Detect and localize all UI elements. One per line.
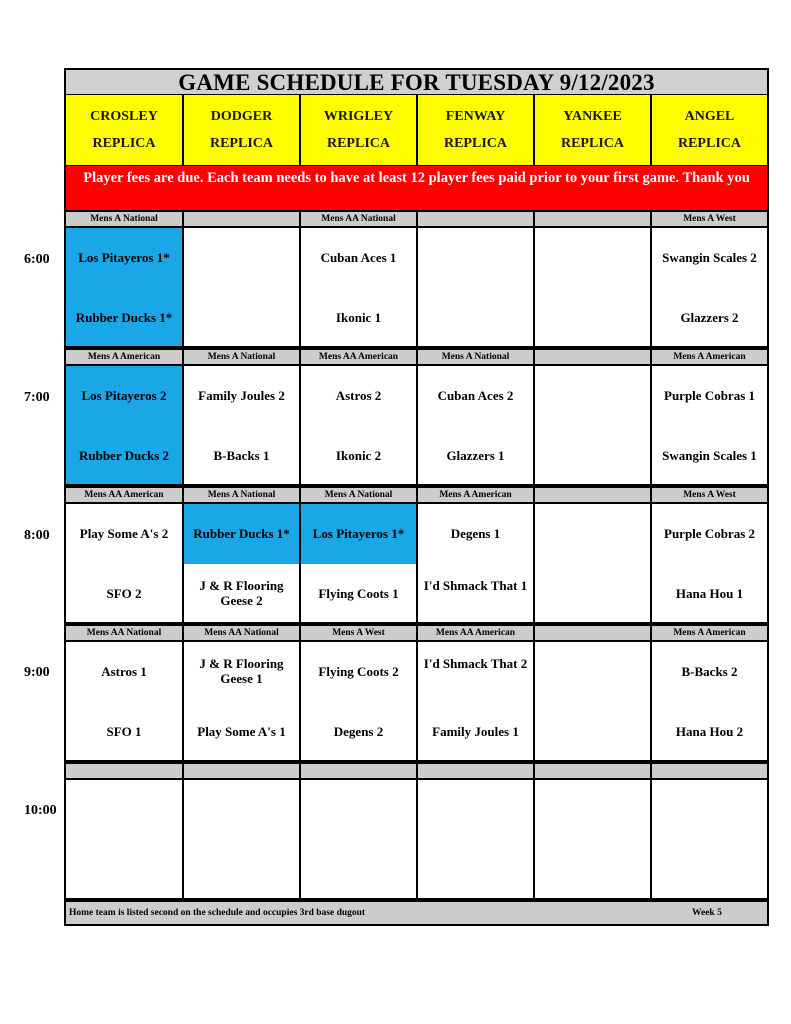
home-team: Ikonic 1 bbox=[335, 310, 382, 325]
away-team: I'd Shmack That 2 bbox=[423, 656, 528, 671]
game-cell bbox=[418, 642, 535, 760]
away-team: Flying Coots 2 bbox=[318, 664, 399, 679]
division-label bbox=[184, 764, 301, 778]
game-cell bbox=[184, 228, 301, 346]
away-team: Cuban Aces 1 bbox=[320, 250, 397, 265]
game-cell bbox=[652, 366, 767, 484]
away-team: Rubber Ducks 1* bbox=[193, 526, 290, 541]
game-cell bbox=[535, 780, 652, 898]
home-team: Degens 2 bbox=[333, 724, 384, 739]
division-label: Mens A National bbox=[301, 488, 418, 502]
away-team: Astros 1 bbox=[101, 664, 147, 679]
division-label: Mens AA American bbox=[66, 488, 184, 502]
game-row-9 bbox=[66, 642, 767, 760]
division-label: Mens AA National bbox=[301, 212, 418, 226]
home-team: Rubber Ducks 1* bbox=[75, 310, 173, 325]
away-team: B-Backs 2 bbox=[681, 664, 738, 679]
home-team: Rubber Ducks 2 bbox=[78, 448, 170, 463]
division-row-10 bbox=[66, 764, 767, 778]
home-team: Ikonic 2 bbox=[335, 448, 382, 463]
game-cell bbox=[652, 504, 767, 622]
game-cell bbox=[184, 504, 301, 622]
game-cell bbox=[418, 366, 535, 484]
division-label bbox=[535, 626, 652, 640]
home-team: SFO 2 bbox=[106, 586, 142, 601]
game-cell bbox=[66, 228, 184, 346]
away-team: Purple Cobras 2 bbox=[664, 526, 755, 541]
game-cell bbox=[301, 504, 418, 622]
game-row-10 bbox=[66, 780, 767, 898]
stadium-fenway: FENWAY REPLICA bbox=[418, 95, 535, 165]
stadium-wrigley: WRIGLEY REPLICA bbox=[301, 95, 418, 165]
game-cell bbox=[301, 780, 418, 898]
division-label: Mens A West bbox=[301, 626, 418, 640]
away-team: Astros 2 bbox=[335, 388, 382, 403]
game-cell bbox=[418, 780, 535, 898]
game-cell bbox=[535, 228, 652, 346]
footer-note: Home team is listed second on the schedule and occupies 3rd base dugout bbox=[69, 908, 366, 918]
game-cell bbox=[301, 366, 418, 484]
away-team: Los Pitayeros 1* bbox=[312, 526, 405, 541]
game-cell bbox=[301, 228, 418, 346]
stadium-dodger: DODGER REPLICA bbox=[184, 95, 301, 165]
game-row-6 bbox=[66, 228, 767, 346]
home-team: B-Backs 1 bbox=[213, 448, 270, 463]
game-cell bbox=[66, 366, 184, 484]
division-label: Mens A West bbox=[652, 212, 767, 226]
division-label: Mens AA American bbox=[301, 350, 418, 364]
division-label bbox=[535, 212, 652, 226]
game-cell bbox=[418, 228, 535, 346]
division-row-9 bbox=[66, 626, 767, 640]
stadium-angel: ANGEL REPLICA bbox=[652, 95, 767, 165]
stadium-header-row bbox=[66, 95, 767, 165]
division-label: Mens A National bbox=[184, 350, 301, 364]
division-label: Mens A American bbox=[652, 350, 767, 364]
fees-notice: Player fees are due. Each team needs to have at least 12 player fees paid prior to your first game. Thank you bbox=[66, 166, 767, 210]
game-cell bbox=[66, 642, 184, 760]
game-cell bbox=[535, 504, 652, 622]
division-label: Mens AA National bbox=[66, 626, 184, 640]
division-label bbox=[418, 212, 535, 226]
away-team: Family Joules 2 bbox=[198, 388, 285, 403]
game-cell bbox=[184, 780, 301, 898]
away-team: J & R Flooring Geese 1 bbox=[199, 656, 284, 686]
time-label-6: 6:00 bbox=[24, 252, 50, 267]
away-team: Purple Cobras 1 bbox=[664, 388, 755, 403]
division-label bbox=[535, 764, 652, 778]
division-label: Mens A American bbox=[418, 488, 535, 502]
time-label-8: 8:00 bbox=[24, 528, 50, 543]
division-label: Mens A National bbox=[184, 488, 301, 502]
home-team: Flying Coots 1 bbox=[318, 586, 399, 601]
home-team: Play Some A's 1 bbox=[197, 724, 286, 739]
division-label: Mens A National bbox=[418, 350, 535, 364]
division-label bbox=[301, 764, 418, 778]
game-cell bbox=[652, 228, 767, 346]
division-label bbox=[418, 764, 535, 778]
division-label: Mens A West bbox=[652, 488, 767, 502]
schedule-sheet bbox=[64, 68, 769, 926]
time-label-10: 10:00 bbox=[24, 803, 57, 818]
game-cell bbox=[535, 642, 652, 760]
home-team: I'd Shmack That 1 bbox=[423, 578, 528, 593]
home-team: Glazzers 2 bbox=[680, 310, 739, 325]
away-team: Swangin Scales 2 bbox=[662, 250, 757, 265]
division-label: Mens A American bbox=[652, 626, 767, 640]
division-label bbox=[535, 488, 652, 502]
home-team: Hana Hou 2 bbox=[675, 724, 744, 739]
division-label bbox=[652, 764, 767, 778]
division-row-7 bbox=[66, 350, 767, 364]
game-row-8 bbox=[66, 504, 767, 622]
game-cell bbox=[66, 504, 184, 622]
game-cell bbox=[184, 642, 301, 760]
stadium-crosley: CROSLEY REPLICA bbox=[66, 95, 184, 165]
division-row-6 bbox=[66, 212, 767, 226]
away-team: Play Some A's 2 bbox=[79, 526, 169, 541]
home-team: Swangin Scales 1 bbox=[662, 448, 757, 463]
game-cell bbox=[652, 642, 767, 760]
time-label-7: 7:00 bbox=[24, 390, 50, 405]
division-label: Mens AA American bbox=[418, 626, 535, 640]
time-label-9: 9:00 bbox=[24, 665, 50, 680]
game-cell bbox=[535, 366, 652, 484]
stadium-yankee: YANKEE REPLICA bbox=[535, 95, 652, 165]
away-team: Los Pitayeros 2 bbox=[81, 388, 167, 403]
home-team: Family Joules 1 bbox=[432, 724, 519, 739]
home-team: Hana Hou 1 bbox=[675, 586, 744, 601]
footer-bar bbox=[66, 902, 767, 924]
division-label bbox=[535, 350, 652, 364]
home-team: Glazzers 1 bbox=[446, 448, 505, 463]
home-team: J & R Flooring Geese 2 bbox=[199, 578, 284, 608]
division-label bbox=[184, 212, 301, 226]
game-cell bbox=[418, 504, 535, 622]
division-label: Mens A American bbox=[66, 350, 184, 364]
away-team: Cuban Aces 2 bbox=[437, 388, 514, 403]
division-row-8 bbox=[66, 488, 767, 502]
game-cell bbox=[66, 780, 184, 898]
week-label: Week 5 bbox=[692, 908, 722, 918]
home-team: SFO 1 bbox=[106, 724, 142, 739]
game-cell bbox=[652, 780, 767, 898]
division-label: Mens A National bbox=[66, 212, 184, 226]
page-title: GAME SCHEDULE FOR TUESDAY 9/12/2023 bbox=[66, 70, 767, 94]
division-label bbox=[66, 764, 184, 778]
game-cell bbox=[184, 366, 301, 484]
division-label: Mens AA National bbox=[184, 626, 301, 640]
game-row-7 bbox=[66, 366, 767, 484]
away-team: Degens 1 bbox=[450, 526, 501, 541]
away-team: Los Pitayeros 1* bbox=[78, 250, 170, 265]
game-cell bbox=[301, 642, 418, 760]
